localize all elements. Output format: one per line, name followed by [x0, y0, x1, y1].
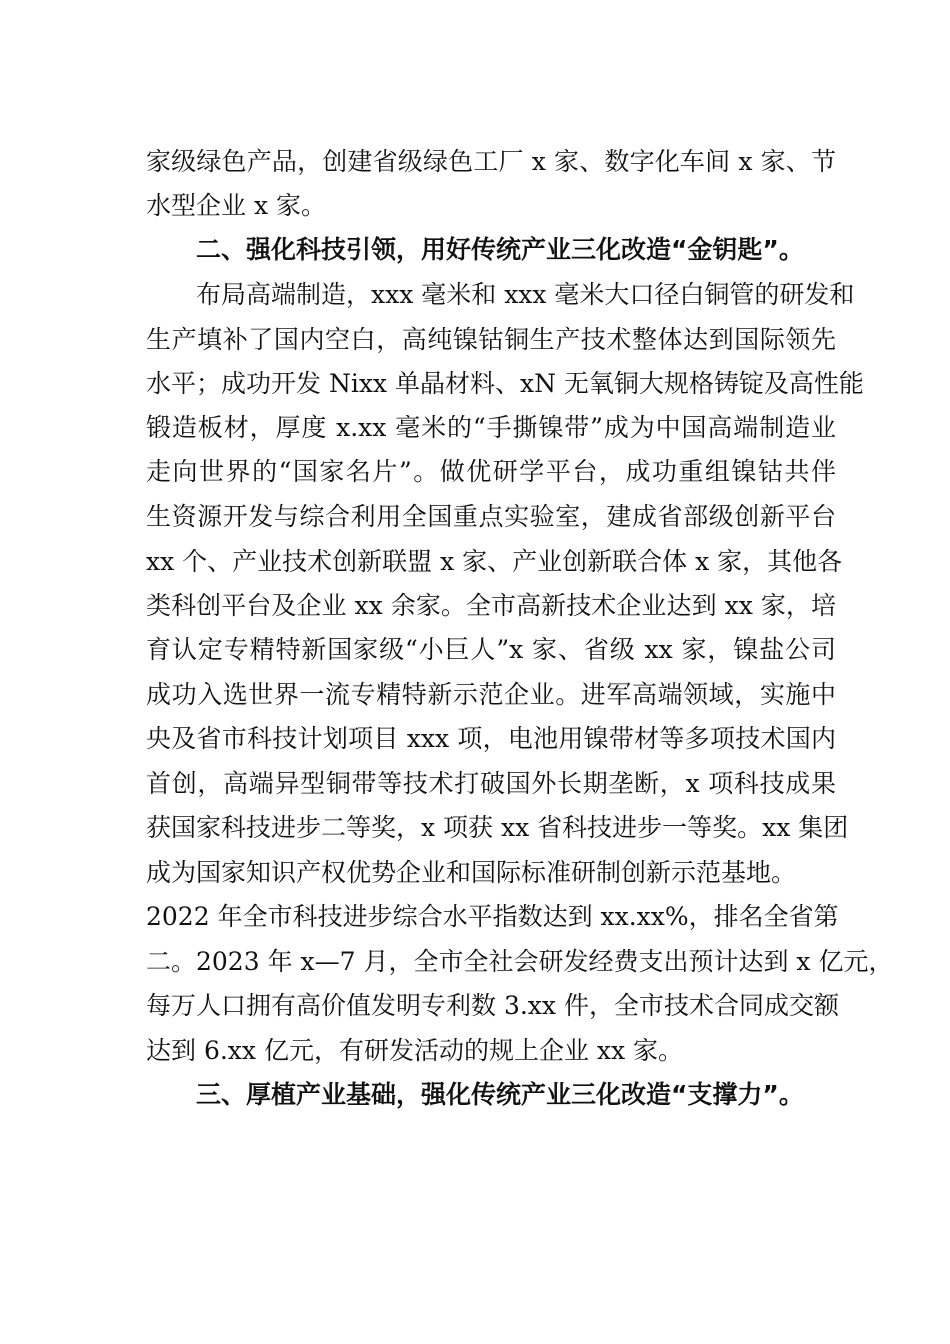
paragraph-line: 成功入选世界一流专精特新示范企业。进军高端领域，实施中 — [146, 680, 836, 709]
paragraph-line: 获国家科技进步二等奖，x 项获 xx 省科技进步一等奖。xx 集团 — [146, 813, 849, 842]
paragraph-line: 央及省市科技计划项目 xxx 项，电池用镍带材等多项技术国内 — [146, 724, 836, 753]
paragraph-line: 布局高端制造，xxx 毫米和 xxx 毫米大口径白铜管的研发和 — [196, 280, 855, 309]
paragraph-line: 类科创平台及企业 xx 余家。全市高新技术企业达到 xx 家，培 — [146, 591, 836, 620]
paragraph-line: 水型企业 x 家。 — [146, 191, 326, 220]
paragraph-line: 育认定专精特新国家级“小巨人”x 家、省级 xx 家，镍盐公司 — [146, 635, 836, 664]
paragraph-line: 成为国家知识产权优势企业和国际标准研制创新示范基地。 — [146, 858, 797, 887]
paragraph-line: 生产填补了国内空白，高纯镍钴铜生产技术整体达到国际领先 — [146, 325, 836, 354]
paragraph-line: 二。2023 年 x—7 月，全市全社会研发经费支出预计达到 x 亿元， — [146, 947, 894, 976]
paragraph-line: 生资源开发与综合利用全国重点实验室，建成省部级创新平台 — [146, 502, 836, 531]
paragraph-line: 走向世界的“国家名片”。做优研学平台，成功重组镍钴共伴 — [146, 457, 836, 486]
paragraph-line: 首创，高端异型铜带等技术打破国外长期垄断，x 项科技成果 — [146, 769, 836, 798]
section-heading-3: 三、厚植产业基础，强化传统产业三化改造“支撑力”。 — [196, 1080, 804, 1109]
paragraph-line: 2022 年全市科技进步综合水平指数达到 xx.xx%，排名全省第 — [146, 902, 839, 931]
paragraph-line: 锻造板材，厚度 x.xx 毫米的“手撕镍带”成为中国高端制造业 — [146, 413, 836, 442]
paragraph-line: 家级绿色产品，创建省级绿色工厂 x 家、数字化车间 x 家、节 — [146, 147, 836, 176]
paragraph-line: xx 个、产业技术创新联盟 x 家、产业创新联合体 x 家，其他各 — [146, 547, 843, 576]
paragraph-line: 水平；成功开发 Nixx 单晶材料、xN 无氧铜大规格铸锭及高性能 — [146, 369, 864, 398]
paragraph-line: 达到 6.xx 亿元，有研发活动的规上企业 xx 家。 — [146, 1036, 684, 1065]
section-heading-2: 二、强化科技引领，用好传统产业三化改造“金钥匙”。 — [196, 235, 804, 264]
paragraph-line: 每万人口拥有高价值发明专利数 3.xx 件，全市技术合同成交额 — [146, 991, 839, 1020]
